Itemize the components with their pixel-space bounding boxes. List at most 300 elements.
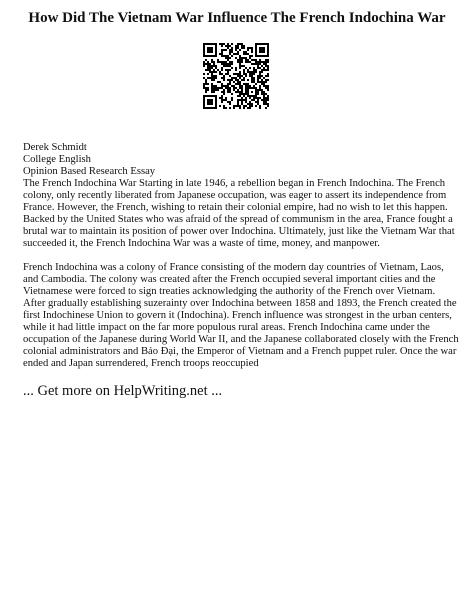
qr-module	[247, 53, 249, 55]
qr-module	[267, 45, 269, 47]
qr-module	[221, 99, 223, 101]
paragraph-line: occupation of the Japanese during World War II, and the Japanese collaborated closely with the French	[23, 334, 459, 345]
qr-module	[227, 85, 229, 87]
qr-module	[223, 93, 225, 95]
qr-module	[253, 81, 255, 83]
qr-module	[265, 99, 267, 101]
qr-module	[233, 85, 235, 87]
qr-module	[219, 87, 221, 89]
get-more-link[interactable]: ... Get more on HelpWriting.net ...	[23, 383, 223, 399]
qr-module	[203, 87, 205, 89]
qr-module	[235, 57, 237, 59]
qr-module	[215, 43, 217, 45]
qr-module	[203, 77, 205, 79]
qr-module	[213, 69, 215, 71]
qr-module	[265, 101, 267, 103]
qr-module	[237, 59, 239, 61]
qr-module	[253, 79, 255, 81]
qr-module	[211, 77, 213, 79]
qr-module	[247, 83, 249, 85]
qr-module	[209, 43, 211, 45]
qr-module	[263, 83, 265, 85]
qr-module	[263, 63, 265, 65]
qr-module	[215, 101, 217, 103]
qr-module	[203, 53, 205, 55]
qr-module	[261, 47, 263, 49]
paragraph-line: colony, only recently liberated from Japanese occupation, was eager to assert its independence from	[23, 190, 447, 201]
qr-module	[215, 67, 217, 69]
qr-module	[257, 77, 259, 79]
qr-module	[257, 97, 259, 99]
paragraph-line: Backed by the United States who was afraid of the spread of communism in the area, France fought a	[23, 214, 453, 225]
qr-module	[219, 61, 221, 63]
qr-module	[217, 69, 219, 71]
qr-module	[235, 73, 237, 75]
qr-module	[225, 73, 227, 75]
qr-module	[213, 77, 215, 79]
course-name: College English	[23, 154, 91, 165]
qr-module	[241, 79, 243, 81]
qr-module	[211, 91, 213, 93]
qr-module	[215, 51, 217, 53]
essay-body	[23, 142, 459, 370]
qr-module	[255, 101, 257, 103]
qr-module	[255, 89, 257, 91]
qr-module	[251, 75, 253, 77]
qr-module	[215, 65, 217, 67]
qr-module	[239, 71, 241, 73]
qr-module	[243, 65, 245, 67]
qr-module	[241, 57, 243, 59]
qr-module	[229, 89, 231, 91]
qr-module	[209, 55, 211, 57]
qr-module	[223, 79, 225, 81]
qr-module	[263, 85, 265, 87]
qr-module	[267, 67, 269, 69]
qr-module	[205, 81, 207, 83]
qr-module	[205, 59, 207, 61]
qr-module	[255, 61, 257, 63]
qr-module	[245, 51, 247, 53]
qr-module	[225, 45, 227, 47]
qr-module	[209, 103, 211, 105]
qr-module	[247, 95, 249, 97]
qr-module	[223, 61, 225, 63]
qr-module	[213, 107, 215, 109]
qr-module	[241, 101, 243, 103]
qr-module	[239, 99, 241, 101]
qr-module	[215, 85, 217, 87]
paragraph-line: After gradually establishing suzerainty over Indochina between 1858 and 1893, the French created the	[23, 298, 457, 309]
qr-module	[263, 99, 265, 101]
qr-module	[233, 81, 235, 83]
qr-module	[237, 75, 239, 77]
qr-module	[233, 105, 235, 107]
qr-module	[261, 61, 263, 63]
qr-module	[221, 55, 223, 57]
qr-module	[215, 71, 217, 73]
qr-module	[235, 47, 237, 49]
qr-module	[213, 65, 215, 67]
qr-module	[247, 69, 249, 71]
qr-module	[263, 61, 265, 63]
qr-module	[249, 95, 251, 97]
qr-module	[257, 99, 259, 101]
qr-module	[237, 89, 239, 91]
qr-module	[267, 43, 269, 45]
qr-module	[251, 91, 253, 93]
qr-module	[249, 47, 251, 49]
qr-module	[267, 105, 269, 107]
qr-module	[245, 85, 247, 87]
qr-module	[239, 83, 241, 85]
qr-module	[241, 47, 243, 49]
qr-module	[237, 53, 239, 55]
qr-module	[207, 99, 209, 101]
qr-module	[211, 87, 213, 89]
qr-module	[205, 55, 207, 57]
qr-module	[265, 87, 267, 89]
paragraph-line: Vietnamese were forced to sign treaties acknowledging the authority of the French over Vietnam.	[23, 286, 436, 297]
qr-module	[265, 93, 267, 95]
qr-module	[243, 47, 245, 49]
qr-module	[255, 53, 257, 55]
qr-module	[205, 89, 207, 91]
qr-module	[261, 93, 263, 95]
qr-module	[221, 61, 223, 63]
qr-module	[207, 89, 209, 91]
qr-module	[241, 85, 243, 87]
qr-module	[229, 61, 231, 63]
qr-module	[219, 43, 221, 45]
qr-module	[245, 91, 247, 93]
qr-module	[251, 71, 253, 73]
qr-module	[243, 51, 245, 53]
qr-module	[265, 103, 267, 105]
qr-module	[227, 55, 229, 57]
qr-module	[215, 47, 217, 49]
qr-module	[243, 53, 245, 55]
qr-module	[231, 43, 233, 45]
qr-module	[257, 67, 259, 69]
qr-module	[251, 95, 253, 97]
qr-module	[239, 49, 241, 51]
qr-module	[203, 101, 205, 103]
qr-module	[209, 67, 211, 69]
qr-module	[237, 101, 239, 103]
qr-module	[263, 67, 265, 69]
qr-module	[263, 95, 265, 97]
qr-module	[267, 53, 269, 55]
qr-module	[213, 91, 215, 93]
qr-module	[207, 69, 209, 71]
qr-module	[249, 85, 251, 87]
qr-module	[253, 97, 255, 99]
qr-module	[213, 71, 215, 73]
qr-module	[247, 61, 249, 63]
qr-module	[209, 49, 211, 51]
qr-module	[265, 85, 267, 87]
qr-module	[223, 65, 225, 67]
qr-module	[255, 51, 257, 53]
qr-module	[257, 63, 259, 65]
qr-module	[239, 81, 241, 83]
qr-module	[211, 101, 213, 103]
qr-module	[247, 103, 249, 105]
qr-module	[233, 73, 235, 75]
qr-module	[205, 69, 207, 71]
qr-module	[239, 95, 241, 97]
qr-module	[203, 107, 205, 109]
qr-module	[209, 69, 211, 71]
qr-module	[203, 55, 205, 57]
qr-module	[241, 97, 243, 99]
qr-module	[203, 105, 205, 107]
qr-module	[249, 75, 251, 77]
qr-module	[235, 69, 237, 71]
qr-module	[249, 107, 251, 109]
qr-module	[247, 49, 249, 51]
qr-module	[221, 43, 223, 45]
qr-module	[257, 81, 259, 83]
qr-module	[203, 49, 205, 51]
qr-module	[211, 73, 213, 75]
qr-module	[251, 77, 253, 79]
qr-module	[203, 97, 205, 99]
qr-module	[239, 107, 241, 109]
qr-module	[221, 67, 223, 69]
qr-module	[215, 75, 217, 77]
qr-module	[207, 61, 209, 63]
qr-module	[261, 55, 263, 57]
qr-module	[239, 93, 241, 95]
qr-module	[235, 49, 237, 51]
qr-module	[257, 89, 259, 91]
qr-module	[255, 59, 257, 61]
qr-module	[229, 75, 231, 77]
qr-module	[267, 99, 269, 101]
qr-module	[213, 79, 215, 81]
qr-module	[245, 101, 247, 103]
qr-module	[267, 61, 269, 63]
qr-module	[229, 53, 231, 55]
qr-module	[239, 91, 241, 93]
qr-module	[259, 107, 261, 109]
paragraph-1	[23, 178, 455, 250]
qr-module	[203, 43, 205, 45]
qr-module	[251, 79, 253, 81]
paragraph-line: while it had little impact on the far more populous rural areas. French Indochina came under the	[23, 322, 430, 333]
qr-module	[255, 47, 257, 49]
qr-module	[211, 51, 213, 53]
qr-module	[243, 73, 245, 75]
qr-module	[233, 87, 235, 89]
qr-module	[243, 69, 245, 71]
qr-module	[245, 53, 247, 55]
qr-module	[203, 61, 205, 63]
qr-module	[207, 95, 209, 97]
qr-module	[227, 101, 229, 103]
qr-module	[265, 55, 267, 57]
qr-module	[247, 91, 249, 93]
qr-module	[263, 43, 265, 45]
qr-module	[255, 95, 257, 97]
qr-module	[211, 65, 213, 67]
qr-module	[265, 75, 267, 77]
qr-module	[255, 49, 257, 51]
qr-module	[237, 103, 239, 105]
paragraph-line: France. However, the French, wishing to retain their colonial empire, had no wish to let this happen.	[23, 202, 448, 213]
qr-module	[235, 83, 237, 85]
qr-module	[213, 61, 215, 63]
qr-module	[205, 63, 207, 65]
qr-module	[253, 95, 255, 97]
qr-module	[213, 89, 215, 91]
qr-module	[221, 51, 223, 53]
qr-module	[231, 55, 233, 57]
qr-module	[267, 59, 269, 61]
qr-module	[253, 63, 255, 65]
qr-module	[227, 71, 229, 73]
qr-module	[221, 77, 223, 79]
qr-module	[211, 95, 213, 97]
qr-module	[263, 69, 265, 71]
qr-module	[239, 105, 241, 107]
qr-module	[261, 43, 263, 45]
qr-module	[211, 89, 213, 91]
qr-module	[211, 61, 213, 63]
qr-module	[251, 81, 253, 83]
qr-module	[225, 97, 227, 99]
qr-module	[219, 71, 221, 73]
qr-module	[253, 73, 255, 75]
qr-module	[241, 89, 243, 91]
qr-module	[235, 53, 237, 55]
qr-module	[213, 95, 215, 97]
qr-module	[259, 105, 261, 107]
qr-module	[215, 53, 217, 55]
qr-module	[249, 101, 251, 103]
qr-module	[243, 83, 245, 85]
qr-module	[231, 67, 233, 69]
qr-module	[215, 105, 217, 107]
qr-module	[259, 97, 261, 99]
qr-module	[255, 91, 257, 93]
qr-module	[229, 51, 231, 53]
qr-module	[219, 53, 221, 55]
qr-module	[225, 85, 227, 87]
qr-module	[255, 105, 257, 107]
qr-module	[205, 87, 207, 89]
qr-module	[237, 83, 239, 85]
qr-module	[217, 81, 219, 83]
qr-module	[205, 79, 207, 81]
qr-module	[243, 57, 245, 59]
qr-module	[243, 105, 245, 107]
qr-module	[241, 65, 243, 67]
qr-module	[267, 47, 269, 49]
qr-module	[247, 59, 249, 61]
qr-module	[241, 45, 243, 47]
paragraph-line: French Indochina was a colony of France consisting of the modern day countries of Vietnam, Laos,	[23, 262, 444, 273]
qr-module	[237, 99, 239, 101]
qr-module	[225, 107, 227, 109]
qr-module	[251, 59, 253, 61]
qr-module	[259, 43, 261, 45]
qr-module	[207, 67, 209, 69]
qr-module	[259, 75, 261, 77]
qr-module	[245, 73, 247, 75]
qr-module	[211, 99, 213, 101]
qr-module	[239, 87, 241, 89]
qr-module	[249, 61, 251, 63]
qr-module	[211, 103, 213, 105]
qr-module	[243, 99, 245, 101]
qr-module	[253, 85, 255, 87]
qr-module	[215, 95, 217, 97]
qr-module	[257, 65, 259, 67]
qr-module	[223, 99, 225, 101]
qr-module	[207, 55, 209, 57]
qr-module	[225, 69, 227, 71]
qr-module	[259, 77, 261, 79]
qr-module	[267, 85, 269, 87]
qr-module	[257, 61, 259, 63]
qr-module	[241, 87, 243, 89]
qr-module	[207, 49, 209, 51]
qr-module	[207, 87, 209, 89]
qr-module	[247, 85, 249, 87]
qr-module	[263, 47, 265, 49]
qr-module	[213, 85, 215, 87]
qr-module	[237, 95, 239, 97]
qr-module	[219, 97, 221, 99]
qr-module	[257, 103, 259, 105]
qr-module	[211, 71, 213, 73]
qr-module	[247, 79, 249, 81]
qr-module	[249, 97, 251, 99]
qr-module	[205, 95, 207, 97]
qr-module	[267, 55, 269, 57]
qr-module	[241, 61, 243, 63]
qr-module	[213, 63, 215, 65]
qr-module	[231, 99, 233, 101]
qr-module	[245, 87, 247, 89]
qr-module	[203, 73, 205, 75]
qr-module	[231, 93, 233, 95]
qr-module	[245, 105, 247, 107]
qr-module	[215, 49, 217, 51]
qr-module	[251, 87, 253, 89]
qr-module	[259, 51, 261, 53]
qr-module	[207, 65, 209, 67]
qr-module	[247, 93, 249, 95]
qr-module	[255, 97, 257, 99]
qr-module	[211, 83, 213, 85]
qr-module	[207, 43, 209, 45]
qr-module	[223, 55, 225, 57]
qr-module	[221, 87, 223, 89]
qr-module	[209, 77, 211, 79]
qr-module	[245, 83, 247, 85]
qr-module	[229, 103, 231, 105]
qr-module	[263, 101, 265, 103]
qr-module	[227, 47, 229, 49]
qr-module	[259, 81, 261, 83]
qr-module	[211, 49, 213, 51]
qr-module	[219, 105, 221, 107]
qr-module	[227, 73, 229, 75]
